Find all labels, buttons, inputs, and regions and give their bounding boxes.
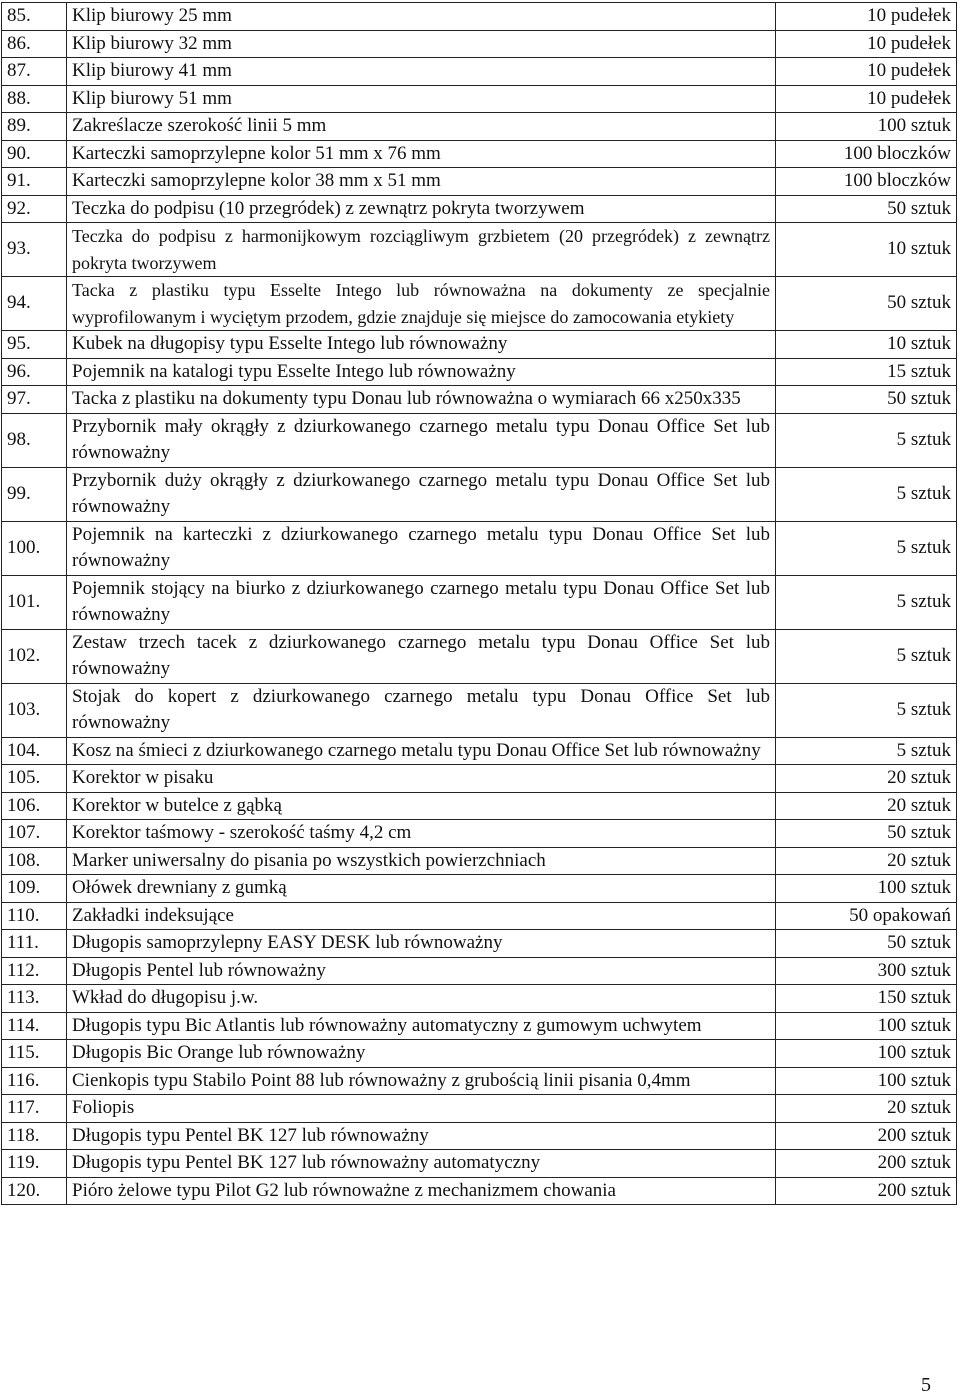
item-number: 97. [2, 386, 67, 414]
table-row [2, 168, 957, 196]
item-description-text: Stojak do kopert z dziurkowanego czarnego metalu typu Donau Office Set lub równoważny [72, 685, 770, 733]
item-description-text: Pióro żelowe typu Pilot G2 lub równoważne z mechanizmem chowania [72, 1179, 616, 1201]
item-description-text: Klip biurowy 32 mm [72, 32, 232, 54]
table-row [2, 902, 957, 930]
item-number: 105. [2, 765, 67, 793]
item-quantity: 5 sztuk [776, 413, 957, 467]
table-row [2, 413, 957, 467]
table-row [2, 140, 957, 168]
item-number: 99. [2, 467, 67, 521]
item-description [67, 957, 776, 985]
item-quantity: 20 sztuk [776, 847, 957, 875]
table-row [2, 1122, 957, 1150]
table-row [2, 331, 957, 359]
item-description-text: Klip biurowy 41 mm [72, 60, 232, 81]
item-quantity: 100 bloczków [776, 168, 957, 196]
item-number: 111. [2, 930, 67, 958]
item-number: 93. [2, 223, 67, 277]
item-description-text: Pojemnik na karteczki z dziurkowanego czarnego metalu typu Donau Office Set lub równoważny [72, 523, 770, 571]
item-quantity: 50 opakowań [776, 902, 957, 930]
item-quantity: 200 sztuk [776, 1177, 957, 1205]
table-row [2, 58, 957, 86]
item-description [67, 413, 776, 467]
item-number: 96. [2, 358, 67, 386]
item-quantity: 50 sztuk [776, 277, 957, 331]
item-description-text: Długopis Bic Orange lub równoważny [72, 1042, 366, 1063]
item-number: 118. [2, 1122, 67, 1150]
item-quantity: 200 sztuk [776, 1122, 957, 1150]
table-row [2, 683, 957, 737]
items-table-body [2, 3, 957, 1205]
item-number: 102. [2, 629, 67, 683]
item-quantity: 10 pudełek [776, 30, 957, 58]
item-description-text: Długopis typu Pentel BK 127 lub równoważny [72, 1124, 429, 1146]
item-description-text: Korektor w pisaku [72, 767, 214, 788]
item-quantity: 300 sztuk [776, 957, 957, 985]
item-description [67, 930, 776, 958]
table-row [2, 358, 957, 386]
item-description [67, 820, 776, 848]
item-number: 107. [2, 820, 67, 848]
item-description [67, 683, 776, 737]
table-row [2, 875, 957, 903]
item-quantity: 5 sztuk [776, 683, 957, 737]
item-description-text: Wkład do długopisu j.w. [72, 987, 259, 1008]
table-row [2, 629, 957, 683]
item-number: 116. [2, 1067, 67, 1095]
table-row [2, 467, 957, 521]
item-description [67, 85, 776, 113]
item-quantity: 5 sztuk [776, 629, 957, 683]
item-quantity: 5 sztuk [776, 575, 957, 629]
item-description [67, 737, 776, 765]
table-row [2, 792, 957, 820]
item-description-text: Marker uniwersalny do pisania po wszystkich powierzchniach [72, 849, 546, 871]
item-quantity: 50 sztuk [776, 386, 957, 414]
item-description [67, 902, 776, 930]
item-number: 89. [2, 113, 67, 141]
item-description [67, 113, 776, 141]
item-quantity: 20 sztuk [776, 792, 957, 820]
item-description-text: Kubek na długopisy typu Esselte Intego lub równoważny [72, 333, 508, 354]
item-number: 100. [2, 521, 67, 575]
item-description [67, 765, 776, 793]
item-number: 87. [2, 58, 67, 86]
table-row [2, 386, 957, 414]
item-number: 110. [2, 902, 67, 930]
item-description-text: Korektor taśmowy - szerokość taśmy 4,2 cm [72, 822, 412, 843]
item-number: 86. [2, 30, 67, 58]
item-number: 120. [2, 1177, 67, 1205]
item-number: 108. [2, 847, 67, 875]
item-description-text: Foliopis [72, 1097, 135, 1118]
table-row [2, 847, 957, 875]
table-row [2, 957, 957, 985]
item-quantity: 100 sztuk [776, 1040, 957, 1068]
item-description-text: Tacka z plastiku typu Esselte Intego lub równoważna na dokumenty ze specjalnie wyprofilowanym i wyciętym przodem, gdzie znajduje się miejsce do zamocowania etykiety [72, 280, 770, 327]
item-number: 104. [2, 737, 67, 765]
item-number: 103. [2, 683, 67, 737]
item-quantity: 50 sztuk [776, 195, 957, 223]
item-description-text: Ołówek drewniany z gumką [72, 877, 287, 898]
item-description [67, 521, 776, 575]
item-quantity: 100 sztuk [776, 1067, 957, 1095]
item-number: 115. [2, 1040, 67, 1068]
item-quantity: 10 sztuk [776, 223, 957, 277]
item-description [67, 1177, 776, 1205]
table-row [2, 1012, 957, 1040]
item-description-text: Przybornik duży okrągły z dziurkowanego czarnego metalu typu Donau Office Set lub równoważny [72, 469, 770, 517]
item-number: 90. [2, 140, 67, 168]
item-number: 95. [2, 331, 67, 359]
item-description [67, 168, 776, 196]
item-quantity: 50 sztuk [776, 820, 957, 848]
item-description-text: Tacka z plastiku na dokumenty typu Donau lub równoważna o wymiarach 66 x250x335 [72, 388, 741, 409]
item-quantity: 200 sztuk [776, 1150, 957, 1178]
item-description [67, 575, 776, 629]
item-number: 92. [2, 195, 67, 223]
item-quantity: 100 sztuk [776, 1012, 957, 1040]
table-row [2, 85, 957, 113]
item-description [67, 985, 776, 1013]
item-description-text: Klip biurowy 25 mm [72, 5, 232, 26]
item-number: 109. [2, 875, 67, 903]
item-quantity: 100 bloczków [776, 140, 957, 168]
item-description [67, 1067, 776, 1095]
item-description [67, 1095, 776, 1123]
item-description [67, 331, 776, 359]
item-number: 113. [2, 985, 67, 1013]
item-number: 117. [2, 1095, 67, 1123]
item-description [67, 629, 776, 683]
item-description [67, 1150, 776, 1178]
table-row [2, 930, 957, 958]
item-description-text: Cienkopis typu Stabilo Point 88 lub równoważny z grubością linii pisania 0,4mm [72, 1069, 691, 1091]
item-description [67, 847, 776, 875]
item-description [67, 1122, 776, 1150]
table-row [2, 575, 957, 629]
item-description [67, 358, 776, 386]
item-description-text: Zakreślacze szerokość linii 5 mm [72, 115, 327, 136]
item-description [67, 467, 776, 521]
item-quantity: 100 sztuk [776, 875, 957, 903]
item-description-text: Kosz na śmieci z dziurkowanego czarnego metalu typu Donau Office Set lub równoważny [72, 739, 761, 761]
item-description-text: Przybornik mały okrągły z dziurkowanego czarnego metalu typu Donau Office Set lub równoważny [72, 415, 770, 463]
item-number: 94. [2, 277, 67, 331]
page-number: 5 [921, 1374, 931, 1396]
item-description-text: Długopis Pentel lub równoważny [72, 959, 326, 981]
item-description-text: Klip biurowy 51 mm [72, 87, 232, 109]
item-description [67, 223, 776, 277]
item-description [67, 30, 776, 58]
item-number: 114. [2, 1012, 67, 1040]
items-table [1, 2, 957, 1205]
item-description-text: Korektor w butelce z gąbką [72, 794, 282, 816]
item-number: 112. [2, 957, 67, 985]
item-number: 98. [2, 413, 67, 467]
item-description-text: Teczka do podpisu (10 przegródek) z zewnątrz pokryta tworzywem [72, 197, 585, 219]
item-description [67, 1012, 776, 1040]
table-row [2, 1150, 957, 1178]
item-description-text: Teczka do podpisu z harmonijkowym rozciągliwym grzbietem (20 przegródek) z zewnątrz pokryta tworzywem [72, 226, 770, 273]
item-description-text: Długopis samoprzylepny EASY DESK lub równoważny [72, 932, 503, 953]
item-number: 85. [2, 3, 67, 31]
table-row [2, 1040, 957, 1068]
table-row [2, 195, 957, 223]
item-quantity: 5 sztuk [776, 521, 957, 575]
table-row [2, 113, 957, 141]
item-number: 101. [2, 575, 67, 629]
table-row [2, 765, 957, 793]
item-description [67, 195, 776, 223]
item-description-text: Pojemnik na katalogi typu Esselte Intego lub równoważny [72, 360, 516, 382]
item-quantity: 10 sztuk [776, 331, 957, 359]
table-row [2, 985, 957, 1013]
table-row [2, 223, 957, 277]
table-row [2, 521, 957, 575]
item-description-text: Zestaw trzech tacek z dziurkowanego czarnego metalu typu Donau Office Set lub równoważny [72, 631, 770, 679]
item-number: 106. [2, 792, 67, 820]
table-row [2, 1177, 957, 1205]
item-description [67, 792, 776, 820]
item-quantity: 5 sztuk [776, 737, 957, 765]
item-description [67, 58, 776, 86]
item-description [67, 277, 776, 331]
item-quantity: 20 sztuk [776, 765, 957, 793]
item-quantity: 20 sztuk [776, 1095, 957, 1123]
table-row [2, 737, 957, 765]
item-description-text: Długopis typu Bic Atlantis lub równoważny automatyczny z gumowym uchwytem [72, 1014, 702, 1036]
table-row [2, 820, 957, 848]
table-row [2, 1095, 957, 1123]
item-quantity: 5 sztuk [776, 467, 957, 521]
item-description [67, 386, 776, 414]
item-description-text: Zakładki indeksujące [72, 904, 234, 926]
item-description-text: Karteczki samoprzylepne kolor 38 mm x 51 mm [72, 170, 441, 191]
item-number: 88. [2, 85, 67, 113]
item-description-text: Karteczki samoprzylepne kolor 51 mm x 76 mm [72, 142, 441, 164]
item-description [67, 1040, 776, 1068]
table-row [2, 3, 957, 31]
table-row [2, 1067, 957, 1095]
item-quantity: 100 sztuk [776, 113, 957, 141]
item-description [67, 875, 776, 903]
table-row [2, 30, 957, 58]
table-row [2, 277, 957, 331]
item-quantity: 50 sztuk [776, 930, 957, 958]
item-quantity: 150 sztuk [776, 985, 957, 1013]
item-number: 91. [2, 168, 67, 196]
item-description-text: Długopis typu Pentel BK 127 lub równoważny automatyczny [72, 1152, 541, 1173]
item-description [67, 140, 776, 168]
item-quantity: 10 pudełek [776, 3, 957, 31]
item-quantity: 10 pudełek [776, 58, 957, 86]
item-description-text: Pojemnik stojący na biurko z dziurkowanego czarnego metalu typu Donau Office Set lub równoważny [72, 577, 770, 625]
item-number: 119. [2, 1150, 67, 1178]
item-quantity: 10 pudełek [776, 85, 957, 113]
item-description [67, 3, 776, 31]
item-quantity: 15 sztuk [776, 358, 957, 386]
